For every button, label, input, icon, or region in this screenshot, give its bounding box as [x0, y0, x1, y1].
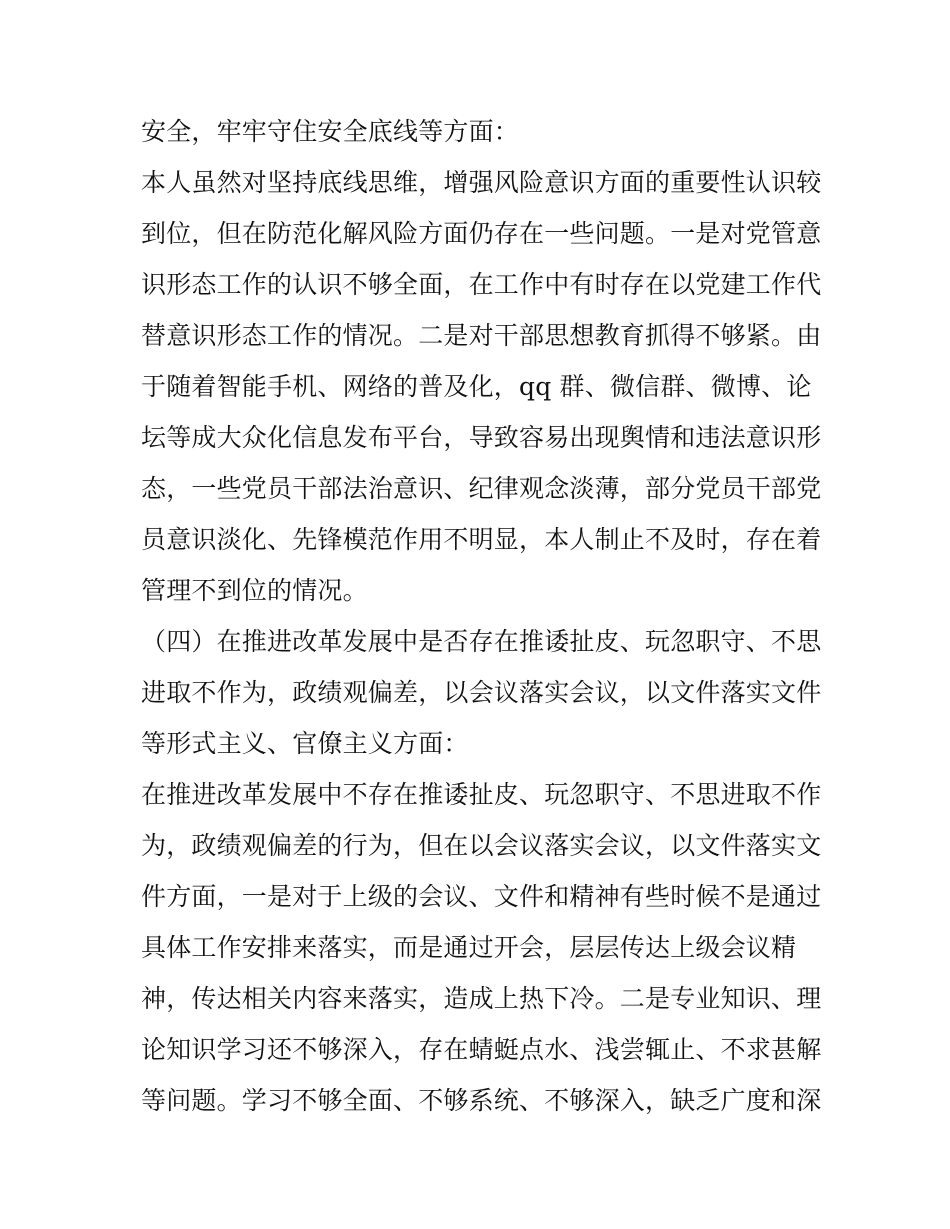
text-line: 坛等成大众化信息发布平台，导致容易出现舆情和违法意识形: [141, 423, 822, 452]
text-line: 等问题。学习不够全面、不够系统、不够深入，缺乏广度和深: [141, 1086, 822, 1115]
text-line: 员意识淡化、先锋模范作用不明显，本人制止不及时，存在着: [141, 525, 822, 554]
text-line: 本人虽然对坚持底线思维，增强风险意识方面的重要性认识较: [141, 168, 822, 197]
text-line: 管理不到位的情况。: [141, 576, 368, 605]
text-line: 在推进改革发展中不存在推诿扯皮、玩忽职守、不思进取不作: [141, 780, 822, 809]
text-line: 神，传达相关内容来落实，造成上热下冷。二是专业知识、理: [141, 984, 822, 1013]
body-text: [141, 106, 821, 1126]
text-line: 安全，牢牢守住安全底线等方面：: [141, 117, 520, 146]
section-heading-line: 进取不作为，政绩观偏差，以会议落实会议，以文件落实文件: [141, 678, 822, 707]
text-line: 具体工作安排来落实，而是通过开会，层层传达上级会议精: [141, 933, 797, 962]
text-line: 到位，但在防范化解风险方面仍存在一些问题。一是对党管意: [141, 219, 822, 248]
text-line: 态，一些党员干部法治意识、纪律观念淡薄，部分党员干部党: [141, 474, 822, 503]
text-line: 替意识形态工作的情况。二是对干部思想教育抓得不够紧。由: [141, 321, 822, 350]
text-line: 识形态工作的认识不够全面，在工作中有时存在以党建工作代: [141, 270, 822, 299]
text-line: 论知识学习还不够深入，存在蜻蜓点水、浅尝辄止、不求甚解: [141, 1035, 822, 1064]
text-line: 件方面，一是对于上级的会议、文件和精神有些时候不是通过: [141, 882, 822, 911]
section-heading-line: （四）在推进改革发展中是否存在推诿扯皮、玩忽职守、不思: [141, 627, 822, 656]
section-heading-line: 等形式主义、官僚主义方面：: [141, 729, 469, 758]
text-line: 于随着智能手机、网络的普及化，qq 群、微信群、微博、论: [141, 372, 812, 401]
text-line: 为，政绩观偏差的行为，但在以会议落实会议，以文件落实文: [141, 831, 822, 860]
